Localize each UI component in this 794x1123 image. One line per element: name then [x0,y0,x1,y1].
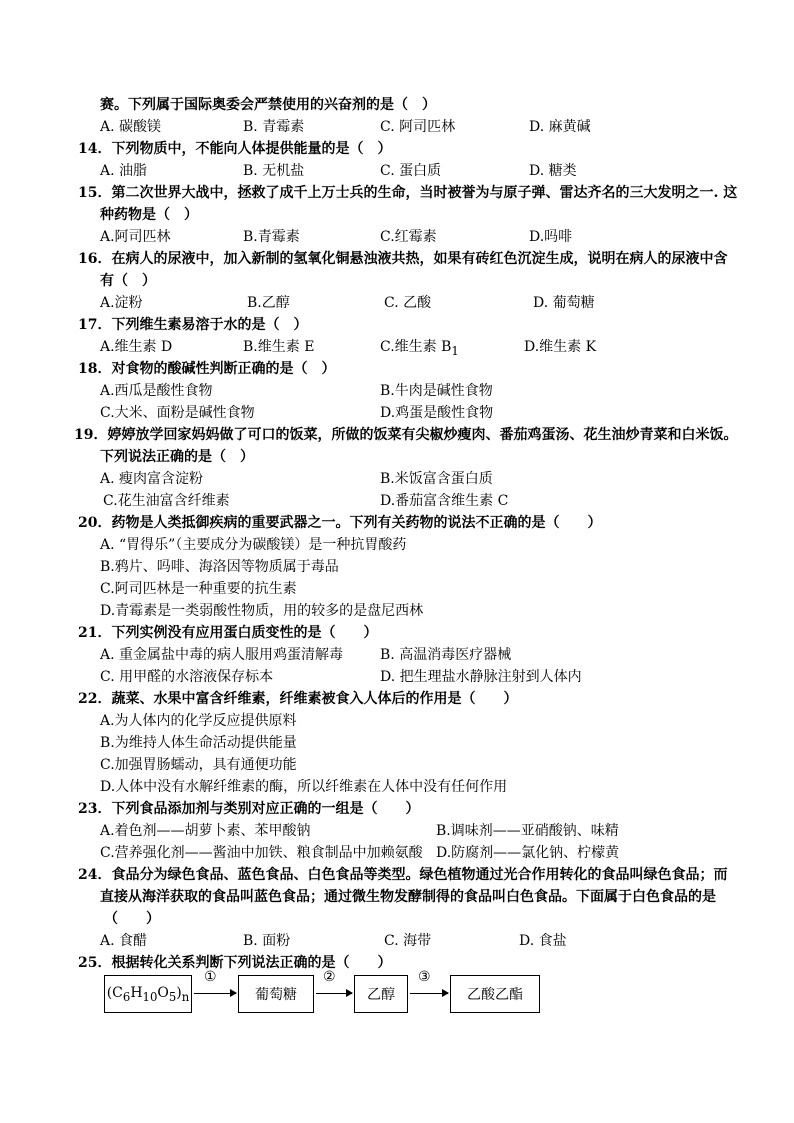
text-line-content: A.为人体内的化学反应提供原料 [100,713,297,729]
text-line-l12a [100,338,172,356]
text-line-l35b [436,844,619,862]
text-line-l34a [100,822,311,840]
text-line-content: 16．在病人的尿液中，加入新制的氢氧化铜悬浊液共热，如果有砖红色沉淀生成，说明在病人的尿液中含 [78,251,728,267]
text-line-l2c [380,118,455,136]
text-line-l32 [100,778,507,796]
text-line-content: A. 食醋 [100,933,148,949]
text-line-content: A.西瓜是酸性食物 [100,383,213,399]
text-line-l37 [100,888,716,906]
text-line-l9 [100,272,156,290]
text-line-content: 23．下列食品添加剂与类别对应正确的一组是（ ） [78,801,420,817]
text-line-l16 [74,426,737,444]
text-line-content: B.鸦片、吗啡、海洛因等物质属于毒品 [100,559,339,575]
text-line-content: （ ） [104,911,160,927]
text-line-content: C.花生油富含纤维素 [103,493,230,509]
text-line-l34b [436,822,619,840]
conversion-flowchart [104,969,544,1019]
text-line-l7a [100,228,171,246]
text-line-l4b [243,162,304,180]
text-line-l7c [380,228,437,246]
starch-formula: $(C_6H_{10}O_5)_n$ [106,984,190,1004]
text-line-l19b [380,492,508,510]
text-line-content: A.淀粉 [100,295,143,311]
text-line-content: C. 蛋白质 [380,163,442,179]
text-line-l27b [380,668,582,686]
text-line-l17 [100,448,254,466]
text-line-l35a [100,844,423,862]
text-line-content: D.维生素 K [524,339,597,355]
text-line-l33 [78,800,419,818]
text-line-l15b [380,404,493,422]
text-line-content: 下列说法正确的是（ ） [100,449,254,465]
text-line-content: B. 无机盐 [243,163,305,179]
text-line-l7b [243,228,300,246]
text-line-content: A. 碳酸镁 [100,119,162,135]
flow-arrow-1 [194,993,236,994]
flow-label-glucose: 葡萄糖 [255,987,297,1003]
text-line-l22 [100,558,339,576]
step-marker-1: ① [204,969,217,985]
text-line-content: A.阿司匹林 [100,229,171,245]
text-line-l10d [533,294,595,312]
flow-label-ethanol: 乙醇 [367,987,395,1003]
text-line-l18a [100,470,203,488]
subscript: 1 [451,343,459,358]
flow-box-starch [104,975,192,1013]
text-line-content: B.为维持人体生命活动提供能量 [100,735,297,751]
text-line-l5 [78,184,737,202]
step-marker-3: ③ [418,969,431,985]
text-line-content: C.维生素 B [380,339,452,355]
text-line-content: B.维生素 E [243,339,315,355]
text-line-content: C. 阿司匹林 [380,119,456,135]
text-line-l39a [100,932,147,950]
text-line-content: C. 海带 [384,933,432,949]
text-line-l3 [78,140,391,158]
text-line-content: A.着色剂——胡萝卜素、苯甲酸钠 [100,823,311,839]
text-line-content: B. 面粉 [243,933,291,949]
text-line-l4a [100,162,147,180]
text-line-content: 20．药物是人类抵御疾病的重要武器之一。下列有关药物的说法不正确的是（ ） [78,515,602,531]
text-line-content: 15．第二次世界大战中，拯救了成千上万士兵的生命，当时被誉为与原子弹、雷达齐名的三大发明之一. 这 [78,185,738,201]
text-line-content: C.大米、面粉是碱性食物 [100,405,255,421]
text-line-l14b [380,382,493,400]
text-line-l39b [243,932,290,950]
text-line-l6 [100,206,198,224]
text-line-l26a [100,646,343,664]
text-line-content: D. 葡萄糖 [533,295,595,311]
text-line-l10c [384,294,431,312]
text-line-l39d [519,932,567,950]
text-line-content: 22．蔬菜、水果中富含纤维素，纤维素被食入人体后的作用是（ ） [78,691,518,707]
text-line-content: B.牛肉是碱性食物 [380,383,493,399]
text-line-content: 18．对食物的酸碱性判断正确的是（ ） [78,361,336,377]
text-line-l4c [380,162,441,180]
text-line-content: 14．下列物质中，不能向人体提供能量的是（ ） [78,141,392,157]
text-line-l14a [100,382,213,400]
text-line-content: C.阿司匹林是一种重要的抗生素 [100,581,297,597]
text-line-l21 [100,536,406,554]
text-line-l10a [100,294,143,312]
text-line-l23 [100,580,297,598]
text-line-content: 21．下列实例没有应用蛋白质变性的是（ ） [78,625,378,641]
flow-label-ethyl-acetate: 乙酸乙酯 [467,987,523,1003]
text-line-l40 [78,954,391,972]
text-line-l24 [100,602,423,620]
text-line-content: C. 用甲醛的水溶液保存标本 [100,669,274,685]
text-line-l4d [529,162,577,180]
text-line-content: C.营养强化剂——酱油中加铁、粮食制品中加赖氨酸 [100,845,423,861]
text-line-content: A. 重金属盐中毒的病人服用鸡蛋清解毒 [100,647,344,663]
text-line-content: D. 麻黄碱 [529,119,591,135]
text-line-content: C. 乙酸 [384,295,432,311]
text-line-content: D.番茄富含维生素 C [380,493,509,509]
text-line-content: D.防腐剂——氯化钠、柠檬黄 [436,845,620,861]
text-line-l15a [100,404,255,422]
text-line-l38 [104,910,160,928]
text-line-content: 种药物是（ ） [100,207,198,223]
flow-box-ethanol [354,975,408,1013]
text-line-content: 直接从海洋获取的食品叫蓝色食品；通过微生物发酵制得的食品叫白色食品。下面属于白色食品的是 [100,889,716,905]
text-line-l31 [100,756,297,774]
text-line-content: 赛。下列属于国际奥委会严禁使用的兴奋剂的是（ ） [100,97,436,113]
step-marker-2: ② [323,969,336,985]
text-line-l18b [380,470,493,488]
text-line-l26b [380,646,511,664]
text-line-l29 [100,712,297,730]
text-line-content: 24．食品分为绿色食品、蓝色食品、白色食品等类型。绿色植物通过光合作用转化的食品叫绿色食品；而 [78,867,728,883]
flow-box-ethyl-acetate [450,975,540,1013]
text-line-content: 17．下列维生素易溶于水的是（ ） [78,317,308,333]
text-line-content: A. “胃得乐”（主要成分为碳酸镁）是一种抗胃酸药 [100,537,407,553]
text-line-content: D.吗啡 [529,229,573,245]
text-line-l11 [78,316,307,334]
text-line-l7d [529,228,572,246]
text-line-l13 [78,360,335,378]
text-line-content: 19．婷婷放学回家妈妈做了可口的饭菜，所做的饭菜有尖椒炒瘦肉、番茄鸡蛋汤、花生油炒青菜和白米饭。 [74,427,738,443]
text-line-l19a [103,492,230,510]
flow-arrow-3 [410,993,448,994]
text-line-l2d [529,118,591,136]
text-line-content: D. 食盐 [519,933,567,949]
text-line-content: 有（ ） [100,273,156,289]
text-line-l36 [78,866,727,884]
text-line-l20 [78,514,601,532]
text-line-content: 25．根据转化关系判断下列说法正确的是（ ） [78,955,392,971]
text-line-l25 [78,624,377,642]
text-line-l2b [243,118,304,136]
text-line-content: D. 糖类 [529,163,577,179]
text-line-content: D.青霉素是一类弱酸性物质，用的较多的是盘尼西林 [100,603,424,619]
flow-box-glucose [238,975,314,1013]
text-line-content: A. 油脂 [100,163,148,179]
text-line-l8 [78,250,727,268]
text-line-l39c [384,932,431,950]
text-line-content: B.乙醇 [247,295,290,311]
text-line-content: D.鸡蛋是酸性食物 [380,405,494,421]
text-line-content: B. 青霉素 [243,119,305,135]
text-line-l12b [243,338,314,356]
text-line-l27a [100,668,273,686]
text-line-content: B. 高温消毒医疗器械 [380,647,512,663]
text-line-l12d [524,338,596,356]
text-line-content: B.青霉素 [243,229,300,245]
text-line-content: C.红霉素 [380,229,437,245]
text-line-content: D.人体中没有水解纤维素的酶，所以纤维素在人体中没有任何作用 [100,779,508,795]
text-line-l10b [247,294,290,312]
text-line-content: A.维生素 D [100,339,173,355]
text-line-content: C.加强胃肠蠕动，具有通便功能 [100,757,297,773]
text-line-l2a [100,118,161,136]
text-line-l30 [100,734,297,752]
text-line-content: B.米饭富含蛋白质 [380,471,493,487]
text-line-content: A. 瘦肉富含淀粉 [100,471,204,487]
text-line-l1 [100,96,436,114]
flow-arrow-2 [316,993,352,994]
text-line-content: D. 把生理盐水静脉注射到人体内 [380,669,582,685]
text-line-l28 [78,690,517,708]
text-line-content: B.调味剂——亚硝酸钠、味精 [436,823,619,839]
text-line-l12c [380,338,459,360]
